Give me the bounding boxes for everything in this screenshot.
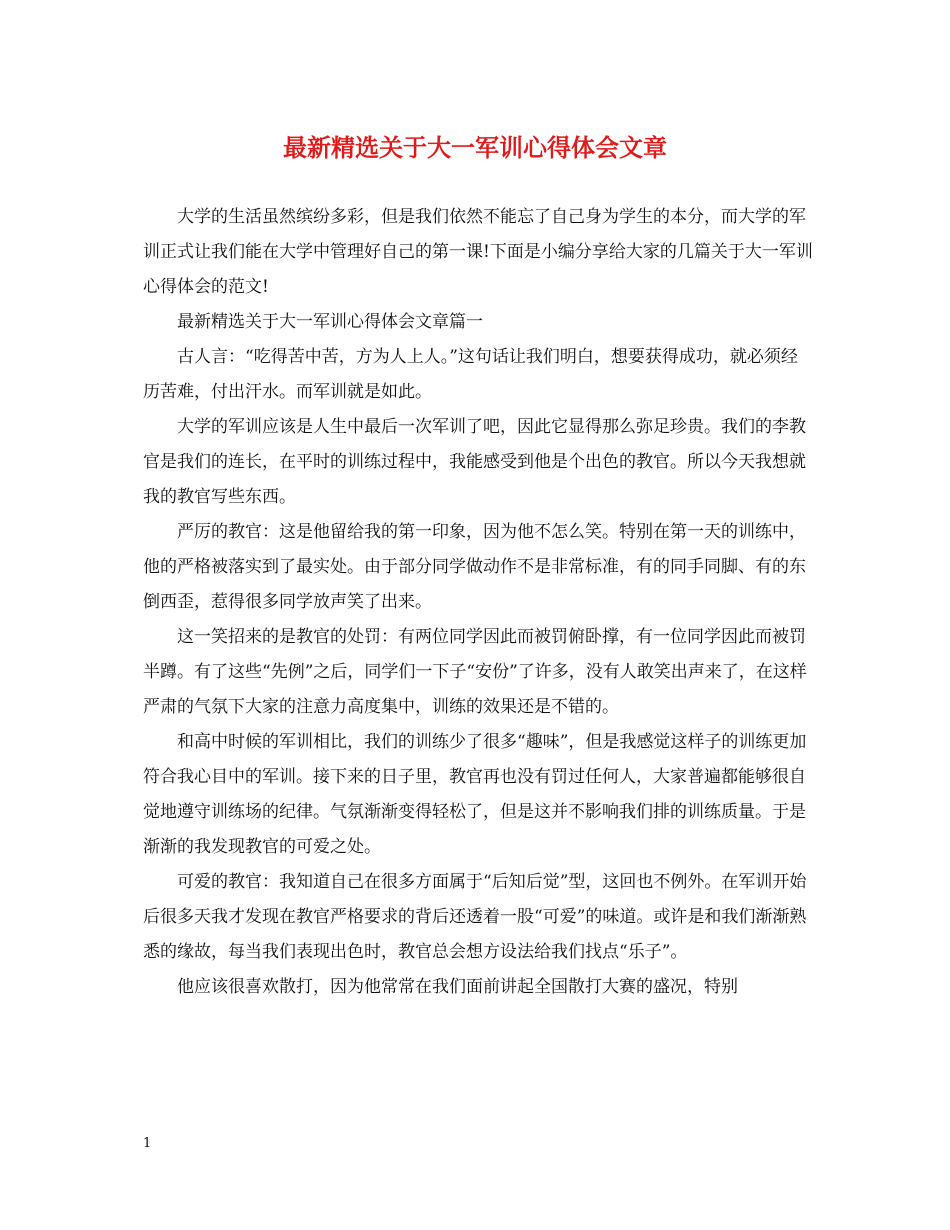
document-body bbox=[143, 200, 813, 1005]
paragraph: 和高中时候的军训相比，我们的训练少了很多“趣味”，但是我感觉这样子的训练更加符合我心目中的军训。接下来的日子里，教官再也没有罚过任何人，大家普遍都能够很自觉地遵守训练场的纪律。气氛渐渐变得轻松了，但是这并不影响我们排的训练质量。于是渐渐的我发现教官的可爱之处。 bbox=[143, 732, 807, 857]
paragraph: 可爱的教官：我知道自己在很多方面属于“后知后觉”型，这回也不例外。在军训开始后很多天我才发现在教官严格要求的背后还透着一股“可爱”的味道。或许是和我们渐渐熟悉的缘故，每当我们表现出色时，教官总会想方设法给我们找点“乐子”。 bbox=[143, 872, 807, 962]
document-title: 最新精选关于大一军训心得体会文章 bbox=[283, 133, 667, 162]
paragraph: 他应该很喜欢散打，因为他常常在我们面前讲起全国散打大赛的盛况，特别 bbox=[177, 977, 738, 997]
paragraph: 古人言：“吃得苦中苦，方为人上人。”这句话让我们明白，想要获得成功，就必须经历苦难，付出汗水。而军训就是如此。 bbox=[143, 347, 798, 402]
section-heading: 最新精选关于大一军训心得体会文章篇一 bbox=[177, 312, 483, 332]
paragraph: 这一笑招来的是教官的处罚：有两位同学因此而被罚俯卧撑，有一位同学因此而被罚半蹲。有了这些“先例”之后，同学们一下子“安份”了许多，没有人敢笑出声来了，在这样严肃的气氛下大家的注意力高度集中，训练的效果还是不错的。 bbox=[143, 627, 807, 717]
paragraph-intro: 大学的生活虽然缤纷多彩，但是我们依然不能忘了自己身为学生的本分，而大学的军训正式让我们能在大学中管理好自己的第一课!下面是小编分享给大家的几篇关于大一军训心得体会的范文! bbox=[143, 207, 813, 297]
paragraph: 大学的军训应该是人生中最后一次军训了吧，因此它显得那么弥足珍贵。我们的李教官是我们的连长，在平时的训练过程中，我能感受到他是个出色的教官。所以今天我想就我的教官写些东西。 bbox=[143, 417, 806, 507]
page-number: 1 bbox=[143, 1136, 152, 1151]
paragraph: 严厉的教官：这是他留给我的第一印象，因为他不怎么笑。特别在第一天的训练中，他的严格被落实到了最实处。由于部分同学做动作不是非常标准，有的同手同脚、有的东倒西歪，惹得很多同学放声笑了出来。 bbox=[143, 522, 806, 612]
